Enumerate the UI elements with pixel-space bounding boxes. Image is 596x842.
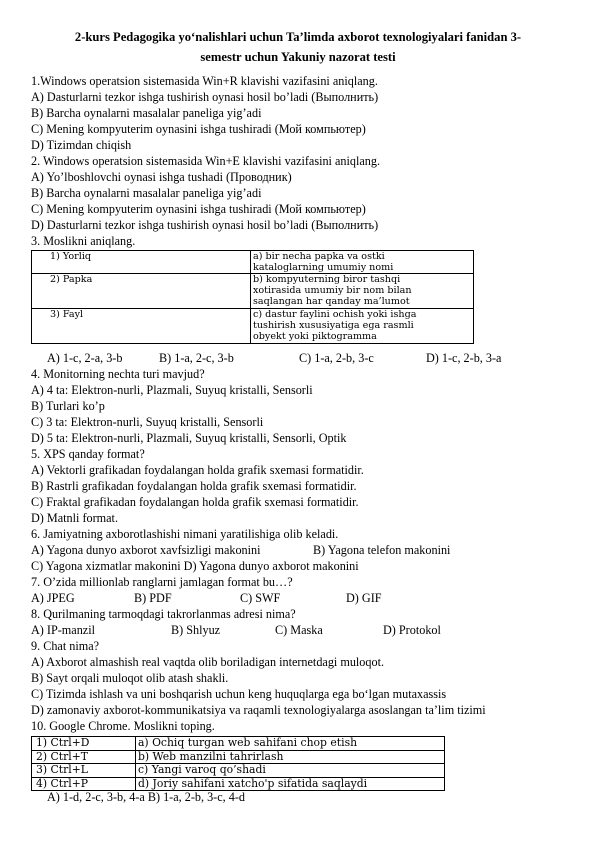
q3-matching-table <box>31 250 474 344</box>
title-line-1: 2-kurs Pedagogika yo‘nalishlari uchun Ta’limda axborot texnologiyalari fanidan 3- <box>74 30 522 44</box>
q2-option-c: C) Mening kompyuterim oynasini ishga tushiradi (Мой компьютер) <box>31 202 366 216</box>
table-row <box>32 309 474 344</box>
q7-answer-d: D) GIF <box>346 591 382 605</box>
q3-right-a: a) bir necha papka va ostki kataloglarning umumiy nomi <box>251 251 474 274</box>
q8-answer-b: B) Shlyuz <box>171 623 221 637</box>
table-row <box>32 777 445 791</box>
q1-option-d: D) Tizimdan chiqish <box>31 138 132 152</box>
q10-left-3: 3) Ctrl+L <box>32 764 136 778</box>
q4-option-c: C) 3 ta: Elektron-nurli, Suyuq kristalli, Sensorli <box>31 415 264 429</box>
q7-answer-b: B) PDF <box>134 591 172 605</box>
q3-left-3: 3) Fayl <box>32 309 251 344</box>
q2-option-a: A) Yo’lboshlovchi oynasi ishga tushadi (Проводник) <box>31 170 292 184</box>
q1-option-b: B) Barcha oynalarni masalalar paneliga yig’adi <box>31 106 262 120</box>
q6-options-c-d: C) Yagona xizmatlar makonini D) Yagona dunyo axborot makonini <box>31 559 359 573</box>
q10-right-d: d) Joriy sahifani xatcho'p sifatida saqlaydi <box>136 777 445 791</box>
question-9: 9. Chat nima? <box>31 639 100 653</box>
q7-answer-a: A) JPEG <box>31 591 75 605</box>
q10-left-2: 2) Ctrl+T <box>32 750 136 764</box>
q3-right-c: c) dastur faylini ochish yoki ishga tushirish xususiyatiga ega rasmli obyekt yoki piktogramma <box>251 309 474 344</box>
q4-option-b: B) Turlari ko’p <box>31 399 105 413</box>
q9-option-d: D) zamonaviy axborot-kommunikatsiya va raqamli texnologiyalarga asoslangan ta’lim tizimi <box>31 703 486 717</box>
q6-option-a: A) Yagona dunyo axborot xavfsizligi makonini <box>31 543 261 557</box>
question-3: 3. Moslikni aniqlang. <box>31 234 136 248</box>
table-row <box>32 737 445 751</box>
q3-left-1: 1) Yorliq <box>32 251 251 274</box>
q3-answer-a: A) 1-c, 2-a, 3-b <box>47 351 123 365</box>
q10-answers: A) 1-d, 2-c, 3-b, 4-a B) 1-a, 2-b, 3-c, 4-d <box>47 790 245 804</box>
q2-option-d: D) Dasturlarni tezkor ishga tushirish oynasi hosil bo’ladi (Выполнить) <box>31 218 379 232</box>
q10-matching-table <box>31 736 445 791</box>
q1-option-a: A) Dasturlarni tezkor ishga tushirish oynasi hosil bo’ladi (Выполнить) <box>31 90 379 104</box>
q7-answer-c: C) SWF <box>240 591 281 605</box>
question-1: 1.Windows operatsion sistemasida Win+R klavishi vazifasini aniqlang. <box>31 74 378 88</box>
q10-left-1: 1) Ctrl+D <box>32 737 136 751</box>
question-10: 10. Google Chrome. Moslikni toping. <box>31 719 215 733</box>
question-6: 6. Jamiyatning axborotlashishi nimani yaratilishiga olib keladi. <box>31 527 339 541</box>
document-title <box>40 27 556 67</box>
q10-right-c: c) Yangi varoq qo’shadi <box>136 764 445 778</box>
q4-option-a: A) 4 ta: Elektron-nurli, Plazmali, Suyuq kristalli, Sensorli <box>31 383 313 397</box>
q3-answer-d: D) 1-c, 2-b, 3-a <box>426 351 502 365</box>
question-7: 7. O’zida millionlab ranglarni jamlagan format bu…? <box>31 575 293 589</box>
q10-right-b: b) Web manzilni tahrirlash <box>136 750 445 764</box>
q10-left-4: 4) Ctrl+P <box>32 777 136 791</box>
table-row <box>32 274 474 309</box>
q9-option-a: A) Axborot almashish real vaqtda olib boriladigan internetdagi muloqot. <box>31 655 385 669</box>
table-row <box>32 750 445 764</box>
question-4: 4. Monitorning nechta turi mavjud? <box>31 367 205 381</box>
question-5: 5. XPS qanday format? <box>31 447 145 461</box>
q8-answer-d: D) Protokol <box>383 623 441 637</box>
q5-option-d: D) Matnli format. <box>31 511 118 525</box>
q6-option-b: B) Yagona telefon makonini <box>313 543 451 557</box>
q3-answer-b: B) 1-a, 2-c, 3-b <box>159 351 234 365</box>
table-row <box>32 764 445 778</box>
q8-answer-a: A) IP-manzil <box>31 623 95 637</box>
q3-answer-c: C) 1-a, 2-b, 3-c <box>299 351 374 365</box>
q1-option-c: C) Mening kompyuterim oynasini ishga tushiradi (Мой компьютер) <box>31 122 366 136</box>
q10-right-a: a) Ochiq turgan web sahifani chop etish <box>136 737 445 751</box>
q3-right-b: b) kompyuterning biror tashqi xotirasida umumiy bir nom bilan saqlangan har qanday ma’lumot <box>251 274 474 309</box>
q8-answer-c: C) Maska <box>275 623 323 637</box>
q5-option-a: A) Vektorli grafikadan foydalangan holda grafik sxemasi formatidir. <box>31 463 364 477</box>
q3-left-2: 2) Papka <box>32 274 251 309</box>
q5-option-c: C) Fraktal grafikadan foydalangan holda grafik sxemasi formatidir. <box>31 495 359 509</box>
q9-option-b: B) Sayt orqali muloqot olib atash shakli. <box>31 671 229 685</box>
question-8: 8. Qurilmaning tarmoqdagi takrorlanmas adresi nima? <box>31 607 296 621</box>
q2-option-b: B) Barcha oynalarni masalalar paneliga yig’adi <box>31 186 262 200</box>
table-row <box>32 251 474 274</box>
title-line-2: semestr uchun Yakuniy nazorat testi <box>200 50 396 64</box>
q5-option-b: B) Rastrli grafikadan foydalangan holda grafik sxemasi formatidir. <box>31 479 357 493</box>
question-2: 2. Windows operatsion sistemasida Win+E klavishi vazifasini aniqlang. <box>31 154 381 168</box>
q4-option-d: D) 5 ta: Elektron-nurli, Plazmali, Suyuq kristalli, Sensorli, Optik <box>31 431 347 445</box>
q9-option-c: C) Tizimda ishlash va uni boshqarish uchun keng huquqlarga ega bo‘lgan mutaxassis <box>31 687 447 701</box>
